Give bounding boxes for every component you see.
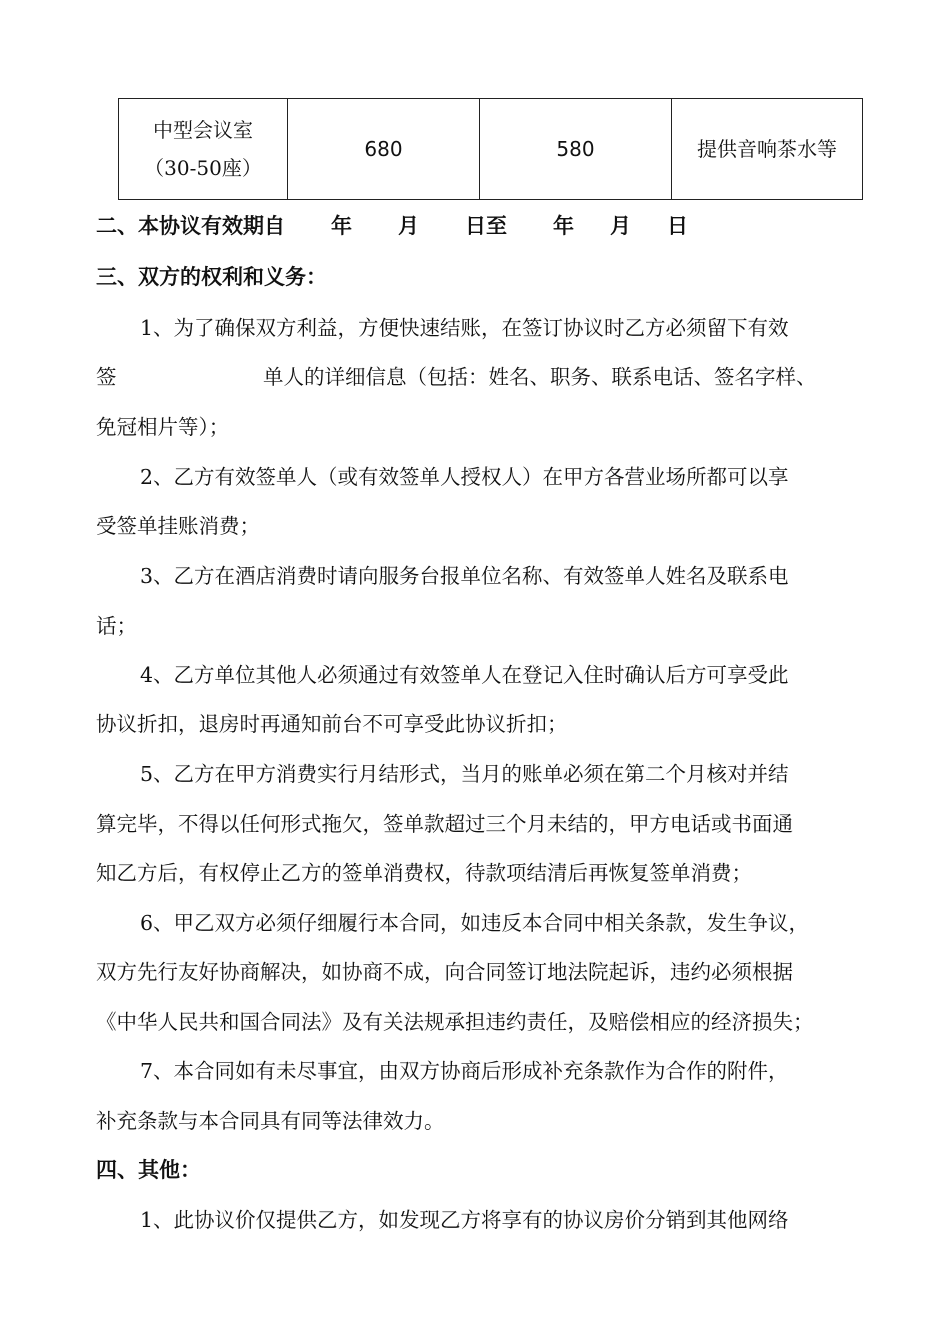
- paragraph-line: 算完毕，不得以任何形式拖欠，签单款超过三个月未结的，甲方电话或书面通: [96, 812, 793, 836]
- paragraph-line: 7、本合同如有未尽事宜，由双方协商后形成补充条款作为合作的附件，: [140, 1059, 789, 1083]
- paragraph-line: 单人的详细信息（包括：姓名、职务、联系电话、签名字样、: [263, 365, 817, 389]
- section2-validity-line: [96, 211, 688, 241]
- paragraph-line: 3、乙方在酒店消费时请向服务台报单位名称、有效签单人姓名及联系电: [140, 564, 789, 588]
- section2-day-to: 日至: [465, 213, 507, 238]
- paragraph-line: 1、为了确保双方利益，方便快速结账，在签订协议时乙方必须留下有效: [140, 316, 789, 340]
- paragraph-line: 协议折扣，退房时再通知前台不可享受此协议折扣；: [96, 712, 568, 736]
- section2-year2: 年: [553, 213, 574, 238]
- room-type-cell: [119, 99, 288, 200]
- rate-a-cell: 680: [288, 99, 480, 200]
- paragraph-line: 4、乙方单位其他人必须通过有效签单人在登记入住时确认后方可享受此: [140, 663, 789, 687]
- paragraph-line: 话；: [96, 614, 137, 638]
- paragraph-line: 《中华人民共和国合同法》及有关法规承担违约责任，及赔偿相应的经济损失；: [96, 1010, 814, 1034]
- paragraph-line: 受签单挂账消费；: [96, 514, 260, 538]
- paragraph-line: 6、甲乙双方必须仔细履行本合同，如违反本合同中相关条款，发生争议，: [140, 911, 810, 935]
- paragraph-line: 补充条款与本合同具有同等法律效力。: [96, 1109, 445, 1133]
- section2-month1: 月: [398, 213, 419, 238]
- room-capacity: （30-50座）: [144, 156, 262, 180]
- section2-year1: 年: [331, 213, 352, 238]
- paragraph-line: 知乙方后，有权停止乙方的签单消费权，待款项结清后再恢复签单消费；: [96, 861, 752, 885]
- paragraph-line: 签: [96, 365, 117, 389]
- paragraph-line: 5、乙方在甲方消费实行月结形式，当月的账单必须在第二个月核对并结: [140, 762, 789, 786]
- paragraph-line: 1、此协议价仅提供乙方，如发现乙方将享有的协议房价分销到其他网络: [140, 1208, 789, 1232]
- section4-heading: 四、其他：: [96, 1157, 201, 1182]
- room-type-name: 中型会议室: [153, 118, 253, 142]
- meeting-room-rate-table: [118, 98, 863, 200]
- table-row: [119, 99, 863, 200]
- section2-day2: 日: [667, 213, 688, 238]
- section2-prefix: 二、本协议有效期自: [96, 213, 285, 238]
- paragraph-line: 2、乙方有效签单人（或有效签单人授权人）在甲方各营业场所都可以享: [140, 465, 789, 489]
- section3-heading: 三、双方的权利和义务：: [96, 264, 327, 289]
- paragraph-line: 双方先行友好协商解决，如协商不成，向合同签订地法院起诉，违约必须根据: [96, 960, 793, 984]
- note-cell: 提供音响茶水等: [672, 99, 863, 200]
- rate-b-cell: 580: [480, 99, 672, 200]
- section2-month2: 月: [610, 213, 631, 238]
- paragraph-line: 免冠相片等）；: [96, 415, 230, 439]
